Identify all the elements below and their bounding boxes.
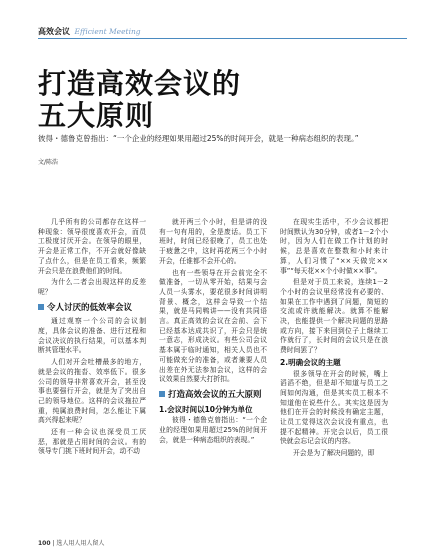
subheading: 2.明确会议的主题 [280, 357, 341, 367]
byline: 文/陈浩 [38, 159, 59, 166]
paragraph: 通过观察一个公司的会议制度，具体会议的准备、进行过程和会议决议的执行结果，可以基本判断其管理水平。 [38, 317, 146, 355]
paragraph: 彼得・德鲁克曾指出：“一个企业的经理如果用超过25%的时间开会，就是一种病态组织的表现。” [159, 416, 267, 444]
header-rule [38, 38, 407, 39]
paragraph: 就开两三个小时，但是讲的没有一句有用的，全是废话。员工下班时，时间已经很晚了，员工也处于疲惫之中，这时再花两三个小时开会，任谁都不会开心的。 [159, 218, 267, 265]
paragraph: 但是对于员工来说，连续1－2个小时的会议里经常没有必要的、如果在工作中遇到了问题，简短的交流或许就能解决。就算不能解决，也能提供一个解决问题的思路或方向，接下来回到位子上继续工作就行了，长时间的会议只是在浪费时间罢了？ [280, 278, 388, 355]
section-label-cn: 高效会议 [38, 27, 70, 36]
paragraph: 也有一些领导在开会前完全不做准备，一切从零开始，结果与会人员一头雾水，要花很多时间讲明背景、概念，这样会导致一个结果，就是马同鸭讲——没有共同语言。真正高效的会议在会前、会下已经基本达成共识了，开会只是统一意志，形成决议。有些公司会议基本属于临时通知，相关人员也不可能做充分的准备，或者兼要人员出差在外无法参加会议，这样的会议效果自然要大打折扣。 [159, 268, 267, 384]
title-line-1: 打造高效会议的 [38, 67, 242, 100]
heading-bullet-icon [159, 391, 165, 397]
magazine-name: 选人用人用人留人 [56, 540, 105, 547]
paragraph: 人们对开会吐槽最多的地方，就是会议的拖沓、效率低下。很多公司的领导非常喜欢开会，甚至没事也要强行开会，就是为了突出自己的领导地位。这样的会议拖拉严重，纯属浪费时间，怎么能让下属高兴得起来呢？ [38, 358, 146, 425]
section-label-en: Efficient Meeting [74, 27, 141, 36]
section-header [38, 26, 141, 37]
paragraph: 为什么二者会出现这样的反差呢？ [38, 278, 146, 296]
paragraph: 在现实生活中，不少会议都把时间默认为30分钟，或者1－2个小时，因为人们在做工作计划的时候，总是喜欢在整数和小时来计算，人们习惯了“××天做完××事”“每天花××个小时做××事”。 [280, 218, 388, 275]
heading-bullet-icon [38, 304, 44, 310]
title-line-2: 五大原则 [38, 99, 155, 132]
paragraph: 还有一种会议也深受员工厌恶，那就是占用时间的会议。有的领导专门挑下班时间开会，动不动 [38, 428, 146, 456]
column-1 [38, 218, 146, 459]
article-title [38, 68, 241, 132]
lead-quote: 彼得・德鲁克曾指出：“一个企业的经理如果用超过25%的时间开会，就是一种病态组织的表现。” [38, 134, 359, 143]
subheading: 1.会议时间以10分钟为单位 [159, 404, 253, 414]
column-3 [280, 218, 388, 461]
column-2 [159, 218, 267, 447]
paragraph: 开会是为了解决问题的，即 [293, 449, 375, 458]
footer-separator: | [52, 540, 55, 547]
paragraph: 几乎所有的公司都存在这样一种现象：领导很度喜欢开会，而员工极度讨厌开会。在领导的眼里，开会是正常工作，不开会就好像缺了点什么，但是在员工看来，频繁开会只是在浪费他们的时间。 [38, 218, 146, 275]
paragraph: 很多领导在开会的时候，嘴上滔滔不绝，但是却不知道与员工之间如何沟通，但是其实员工根本不知道他在说些什么。其实这是因为他们在开会的时候没有确定主题，让员工觉得这次会议没有重点，也提不起精神。开完会以后，员工很快就会忘记会议的内容。 [280, 369, 388, 446]
page-number: 100 [38, 540, 51, 547]
section-heading: 打造高效会议的五大原则 [159, 391, 267, 401]
page-footer [38, 538, 104, 547]
section-heading: 令人讨厌的低效率会议 [38, 304, 146, 314]
